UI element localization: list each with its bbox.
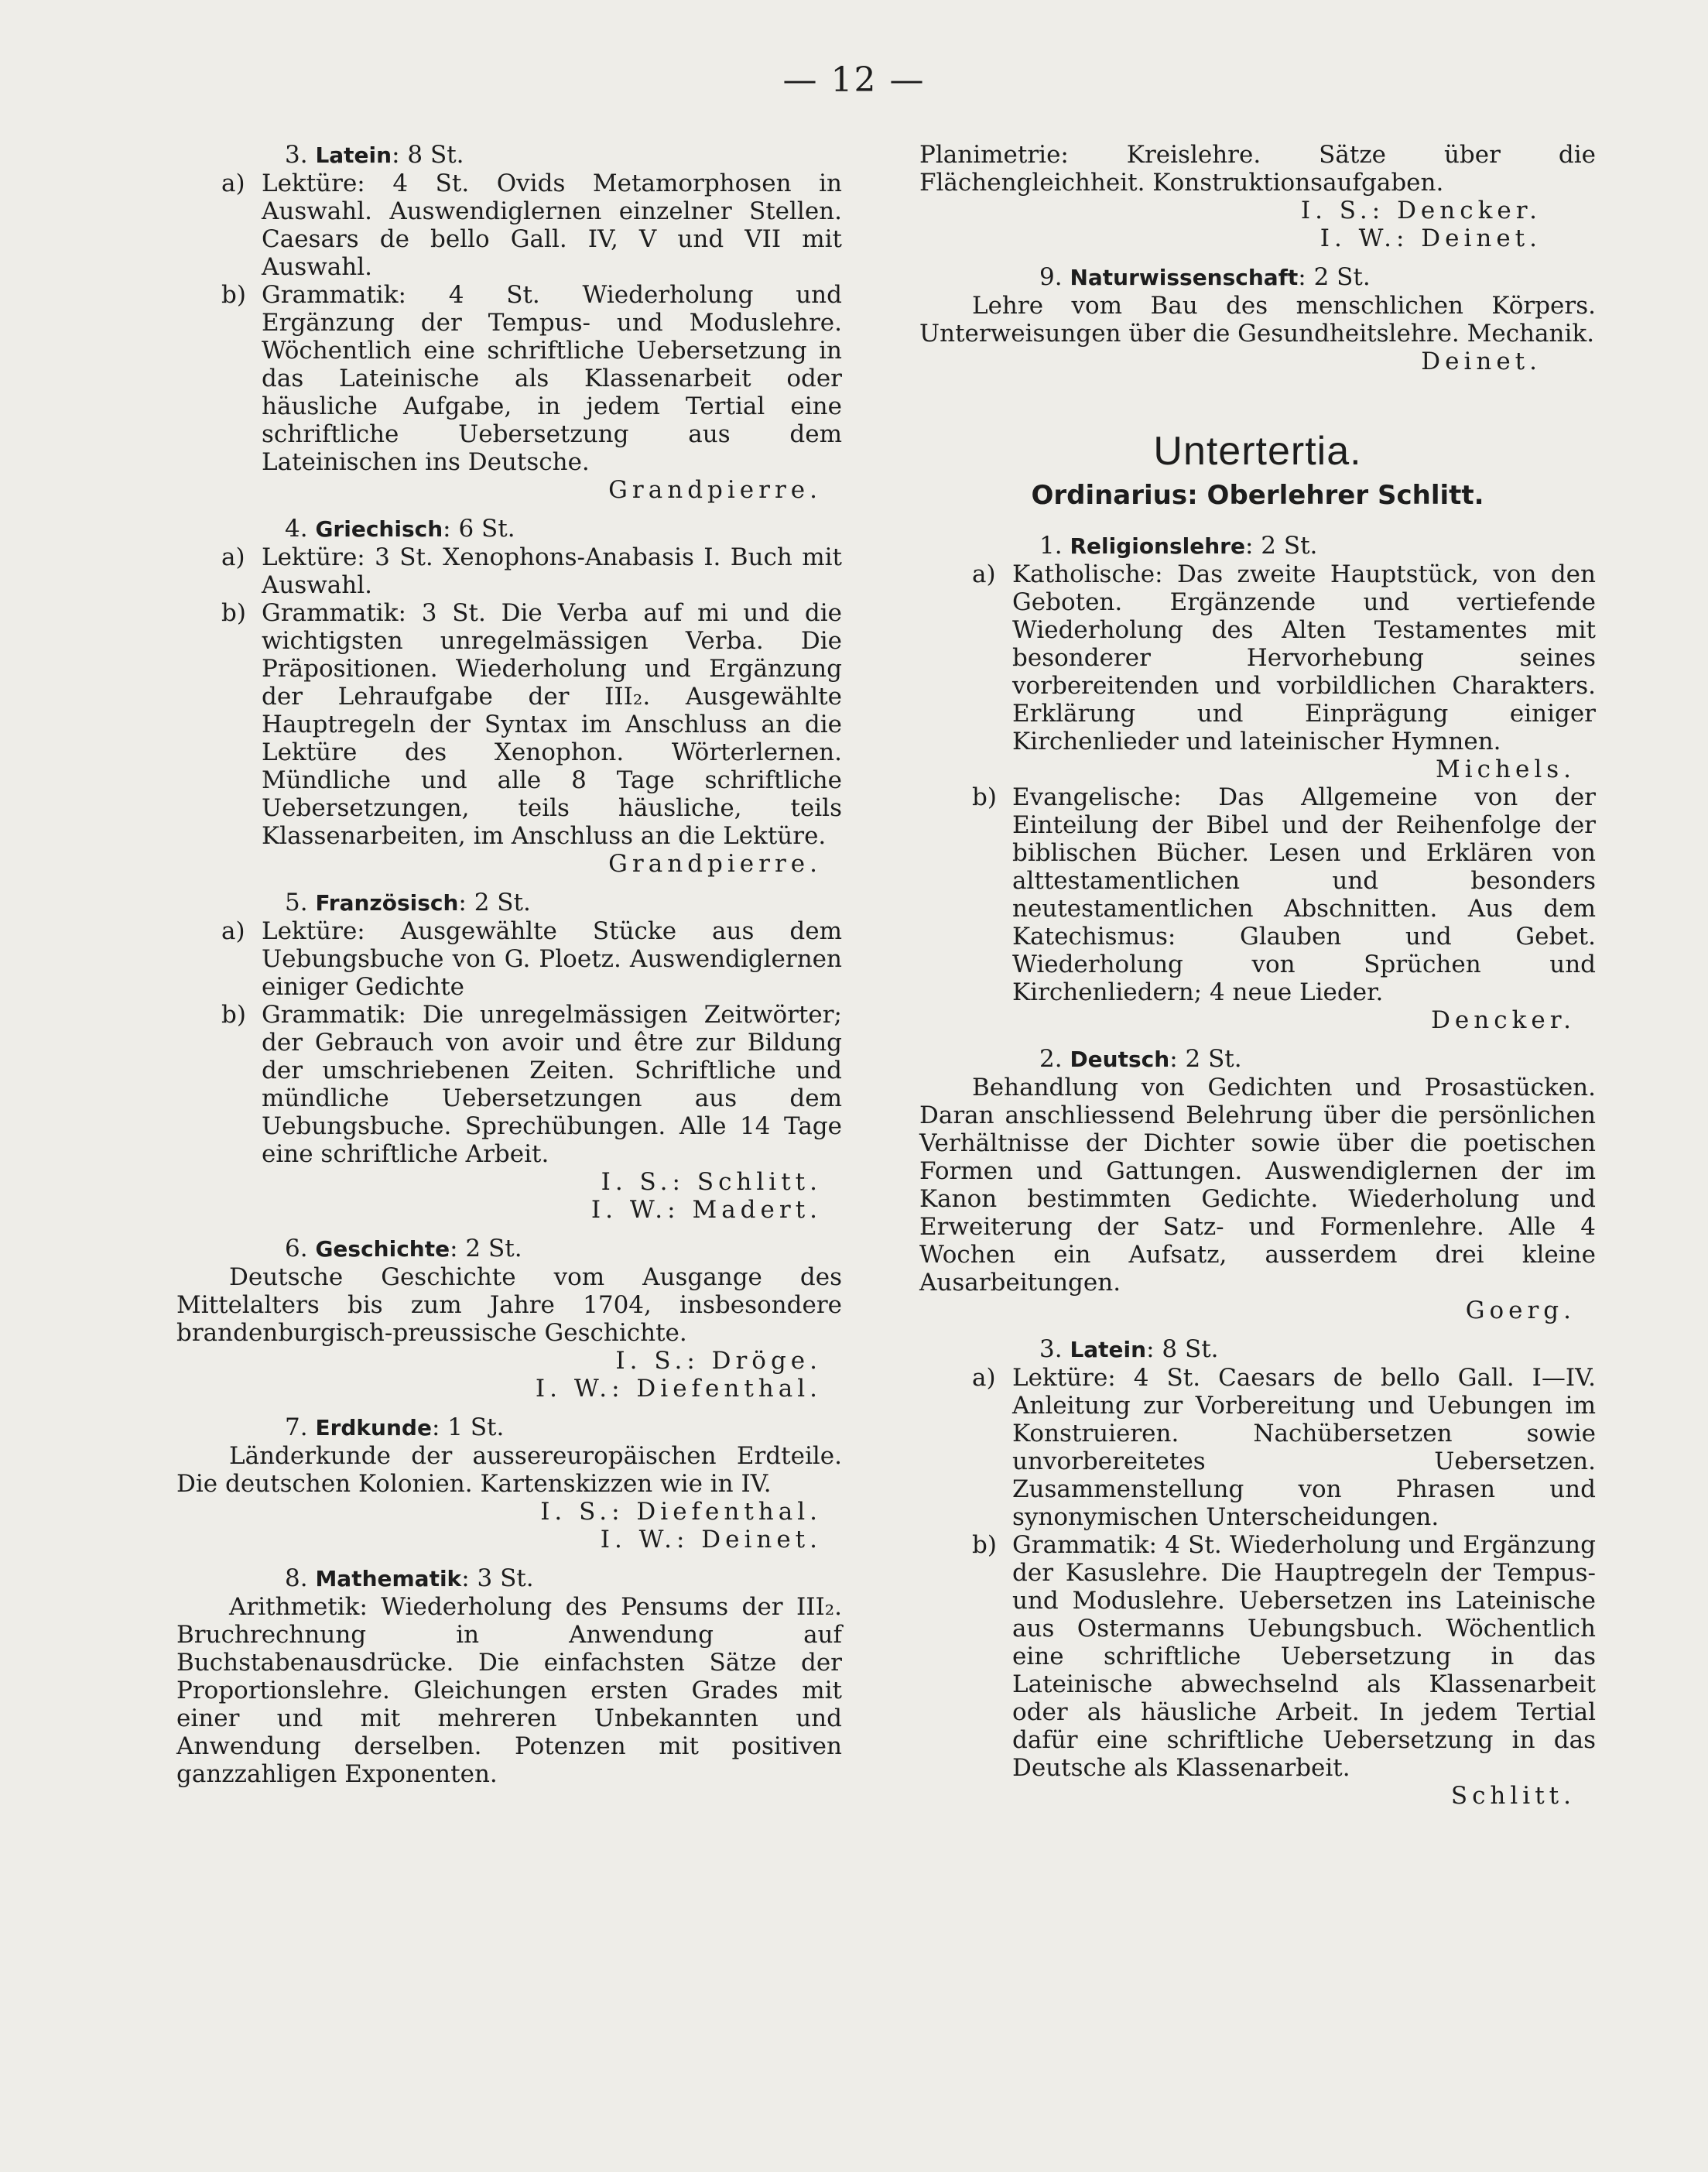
teacher-signature: Grandpierre. — [608, 850, 822, 878]
body-paragraph: Arithmetik: Wiederholung des Pensums der III₂. Bruchrechnung in Anwendung auf Buchstabenausdrücke. Die einfachsten Sätze der Proportionslehre. Gleichungen ersten Grades mit einer und mit mehreren Unbekannten und Anwendung derselben. Potenzen mit positiven ganzzahligen Exponenten. — [176, 1593, 842, 1788]
class-title: Untertertia. — [1153, 429, 1362, 474]
heading-label: Deutsch — [1070, 1047, 1170, 1072]
list-item: a) Lektüre: 4 St. Caesars de bello Gall. I—IV. Anleitung zur Vorbereitung und Uebungen im Konstruieren. Nachübersetzen sowie unvorbereitetes Uebersetzen. Zusammenstellung von Phrasen und synonymischen Unterscheidungen. — [972, 1364, 1596, 1531]
list-item: a) Katholische: Das zweite Hauptstück, von den Geboten. Ergänzende und vertiefende Wiederholung des Alten Testamentes mit besonderer Hervorhebung seines vorbereitenden und vorbildlichen Charakters. Erklärung und Einprägung einiger Kirchenlieder und lateinischer Hymnen. — [972, 560, 1596, 755]
teacher-signature: Michels. — [1435, 755, 1576, 783]
body-paragraph: Behandlung von Gedichten und Prosastücken. Daran anschliessend Belehrung über die persönlichen Verhältnisse der Dichter sowie über die poetischen Formen und Gattungen. Auswendiglernen der im Kanon bestimmten Gedichte. Wiederholung und Erweiterung der Satz- und Formenlehre. Alle 4 Wochen ein Aufsatz, ausserdem drei kleine Ausarbeitungen. — [919, 1074, 1596, 1297]
teacher-signature: Goerg. — [1465, 1297, 1576, 1324]
teacher-signature: Grandpierre. — [608, 476, 822, 504]
section-heading-geschichte: 6. Geschichte: 2 St. — [285, 1235, 522, 1262]
heading-label: Mathematik — [315, 1566, 462, 1591]
list-item: b) Grammatik: 4 St. Wiederholung und Ergänzung der Kasuslehre. Die Hauptregeln der Tempus- und Moduslehre. Uebersetzen ins Lateinische aus Ostermanns Uebungsbuch. Wöchentlich eine schriftliche Uebersetzung in das Lateinische abwechselnd als Klassenarbeit oder als häusliche Arbeit. In jedem Tertial dafür eine schriftliche Uebersetzung in das Deutsche als Klassenarbeit. — [972, 1531, 1596, 1782]
list-item: b) Grammatik: 3 St. Die Verba auf mi und die wichtigsten unregelmässigen Verba. Die Präpositionen. Wiederholung und Ergänzung der Lehraufgabe der III₂. Ausgewählte Hauptregeln der Syntax im Anschluss an die Lektüre des Xenophon. Wörterlernen. Mündliche und alle 8 Tage schriftliche Uebersetzungen, teils häusliche, teils Klassenarbeiten, im Anschluss an die Lektüre. — [221, 599, 842, 850]
section-heading-erdkunde: 7. Erdkunde: 1 St. — [285, 1413, 505, 1441]
heading-label: Naturwissenschaft — [1070, 265, 1299, 290]
heading-label: Latein — [1070, 1337, 1147, 1362]
body-paragraph: Länderkunde der aussereuropäischen Erdteile. Die deutschen Kolonien. Kartenskizzen wie in IV. — [176, 1442, 842, 1498]
teacher-signature: I. S.: Dröge. — [615, 1347, 822, 1375]
teacher-signature: I. W.: Madert. — [590, 1196, 822, 1224]
heading-label: Geschichte — [315, 1236, 450, 1262]
body-paragraph: Lehre vom Bau des menschlichen Körpers. Unterweisungen über die Gesundheitslehre. Mechanik. — [919, 292, 1596, 348]
list-item: a) Lektüre: Ausgewählte Stücke aus dem Uebungsbuche von G. Ploetz. Auswendiglernen einiger Gedichte — [221, 917, 842, 1001]
right-column — [919, 141, 1596, 1810]
list-item: b) Grammatik: Die unregelmässigen Zeitwörter; der Gebrauch von avoir und être zur Bildung der umschriebenen Zeiten. Schriftliche und mündliche Uebersetzungen aus dem Uebungsbuche. Sprechübungen. Alle 14 Tage eine schriftliche Arbeit. — [221, 1001, 842, 1168]
heading-label: Religionslehre — [1070, 533, 1245, 559]
list-item: a) Lektüre: 3 St. Xenophons-Anabasis I. Buch mit Auswahl. — [221, 543, 842, 599]
teacher-signature: I. S.: Schlitt. — [601, 1168, 822, 1196]
teacher-signature: Dencker. — [1431, 1006, 1576, 1034]
teacher-signature: I. W.: Deinet. — [600, 1526, 822, 1554]
teacher-signature: I. S.: Diefenthal. — [540, 1498, 822, 1526]
list-item: b) Evangelische: Das Allgemeine von der Einteilung der Bibel und der Reihenfolge der biblischen Bücher. Lesen und Erklären von alttestamentlichen und besonders neutestamentlichen Abschnitten. Aus dem Katechismus: Glauben und Gebet. Wiederholung von Sprüchen und Kirchenliedern; 4 neue Lieder. — [972, 783, 1596, 1006]
list-item: a) Lektüre: 4 St. Ovids Metamorphosen in Auswahl. Auswendiglernen einzelner Stellen. Caesars de bello Gall. IV, V und VII mit Auswahl. — [221, 170, 842, 281]
teacher-signature: I. S.: Dencker. — [1300, 197, 1542, 224]
section-heading-deutsch: 2. Deutsch: 2 St. — [1039, 1045, 1242, 1073]
heading-label: Französisch — [315, 890, 459, 916]
teacher-signature: Deinet. — [1421, 348, 1542, 375]
teacher-signature: I. W.: Diefenthal. — [535, 1375, 822, 1403]
section-heading-latein-ut: 3. Latein: 8 St. — [1039, 1335, 1219, 1363]
page-number: — 12 — — [782, 60, 926, 100]
body-paragraph: Planimetrie: Kreislehre. Sätze über die Flächengleichheit. Konstruktionsaufgaben. — [919, 141, 1596, 197]
heading-label: Erdkunde — [315, 1415, 432, 1441]
list-item: b) Grammatik: 4 St. Wiederholung und Ergänzung der Tempus- und Moduslehre. Wöchentlich eine schriftliche Uebersetzung in das Lateinische als Klassenarbeit oder häusliche Aufgabe, in jedem Tertial eine schriftliche Uebersetzung aus dem Lateinischen ins Deutsche. — [221, 281, 842, 476]
section-heading-mathematik: 8. Mathematik: 3 St. — [285, 1564, 534, 1592]
section-heading-latein: 3. Latein: 8 St. — [285, 141, 464, 169]
section-heading-religion: 1. Religionslehre: 2 St. — [1039, 532, 1318, 560]
body-paragraph: Deutsche Geschichte vom Ausgange des Mittelalters bis zum Jahre 1704, insbesondere brandenburgisch-preussische Geschichte. — [176, 1263, 842, 1347]
section-heading-franzoesisch: 5. Französisch: 2 St. — [285, 889, 531, 916]
left-column — [176, 141, 842, 1788]
heading-label: Latein — [315, 142, 392, 168]
heading-label: Griechisch — [315, 516, 443, 542]
ordinarius-line: Ordinarius: Oberlehrer Schlitt. — [1031, 480, 1484, 511]
teacher-signature: Schlitt. — [1450, 1782, 1576, 1810]
section-heading-griechisch: 4. Griechisch: 6 St. — [285, 515, 515, 543]
teacher-signature: I. W.: Deinet. — [1320, 224, 1542, 252]
section-heading-naturwissenschaft: 9. Naturwissenschaft: 2 St. — [1039, 263, 1371, 291]
